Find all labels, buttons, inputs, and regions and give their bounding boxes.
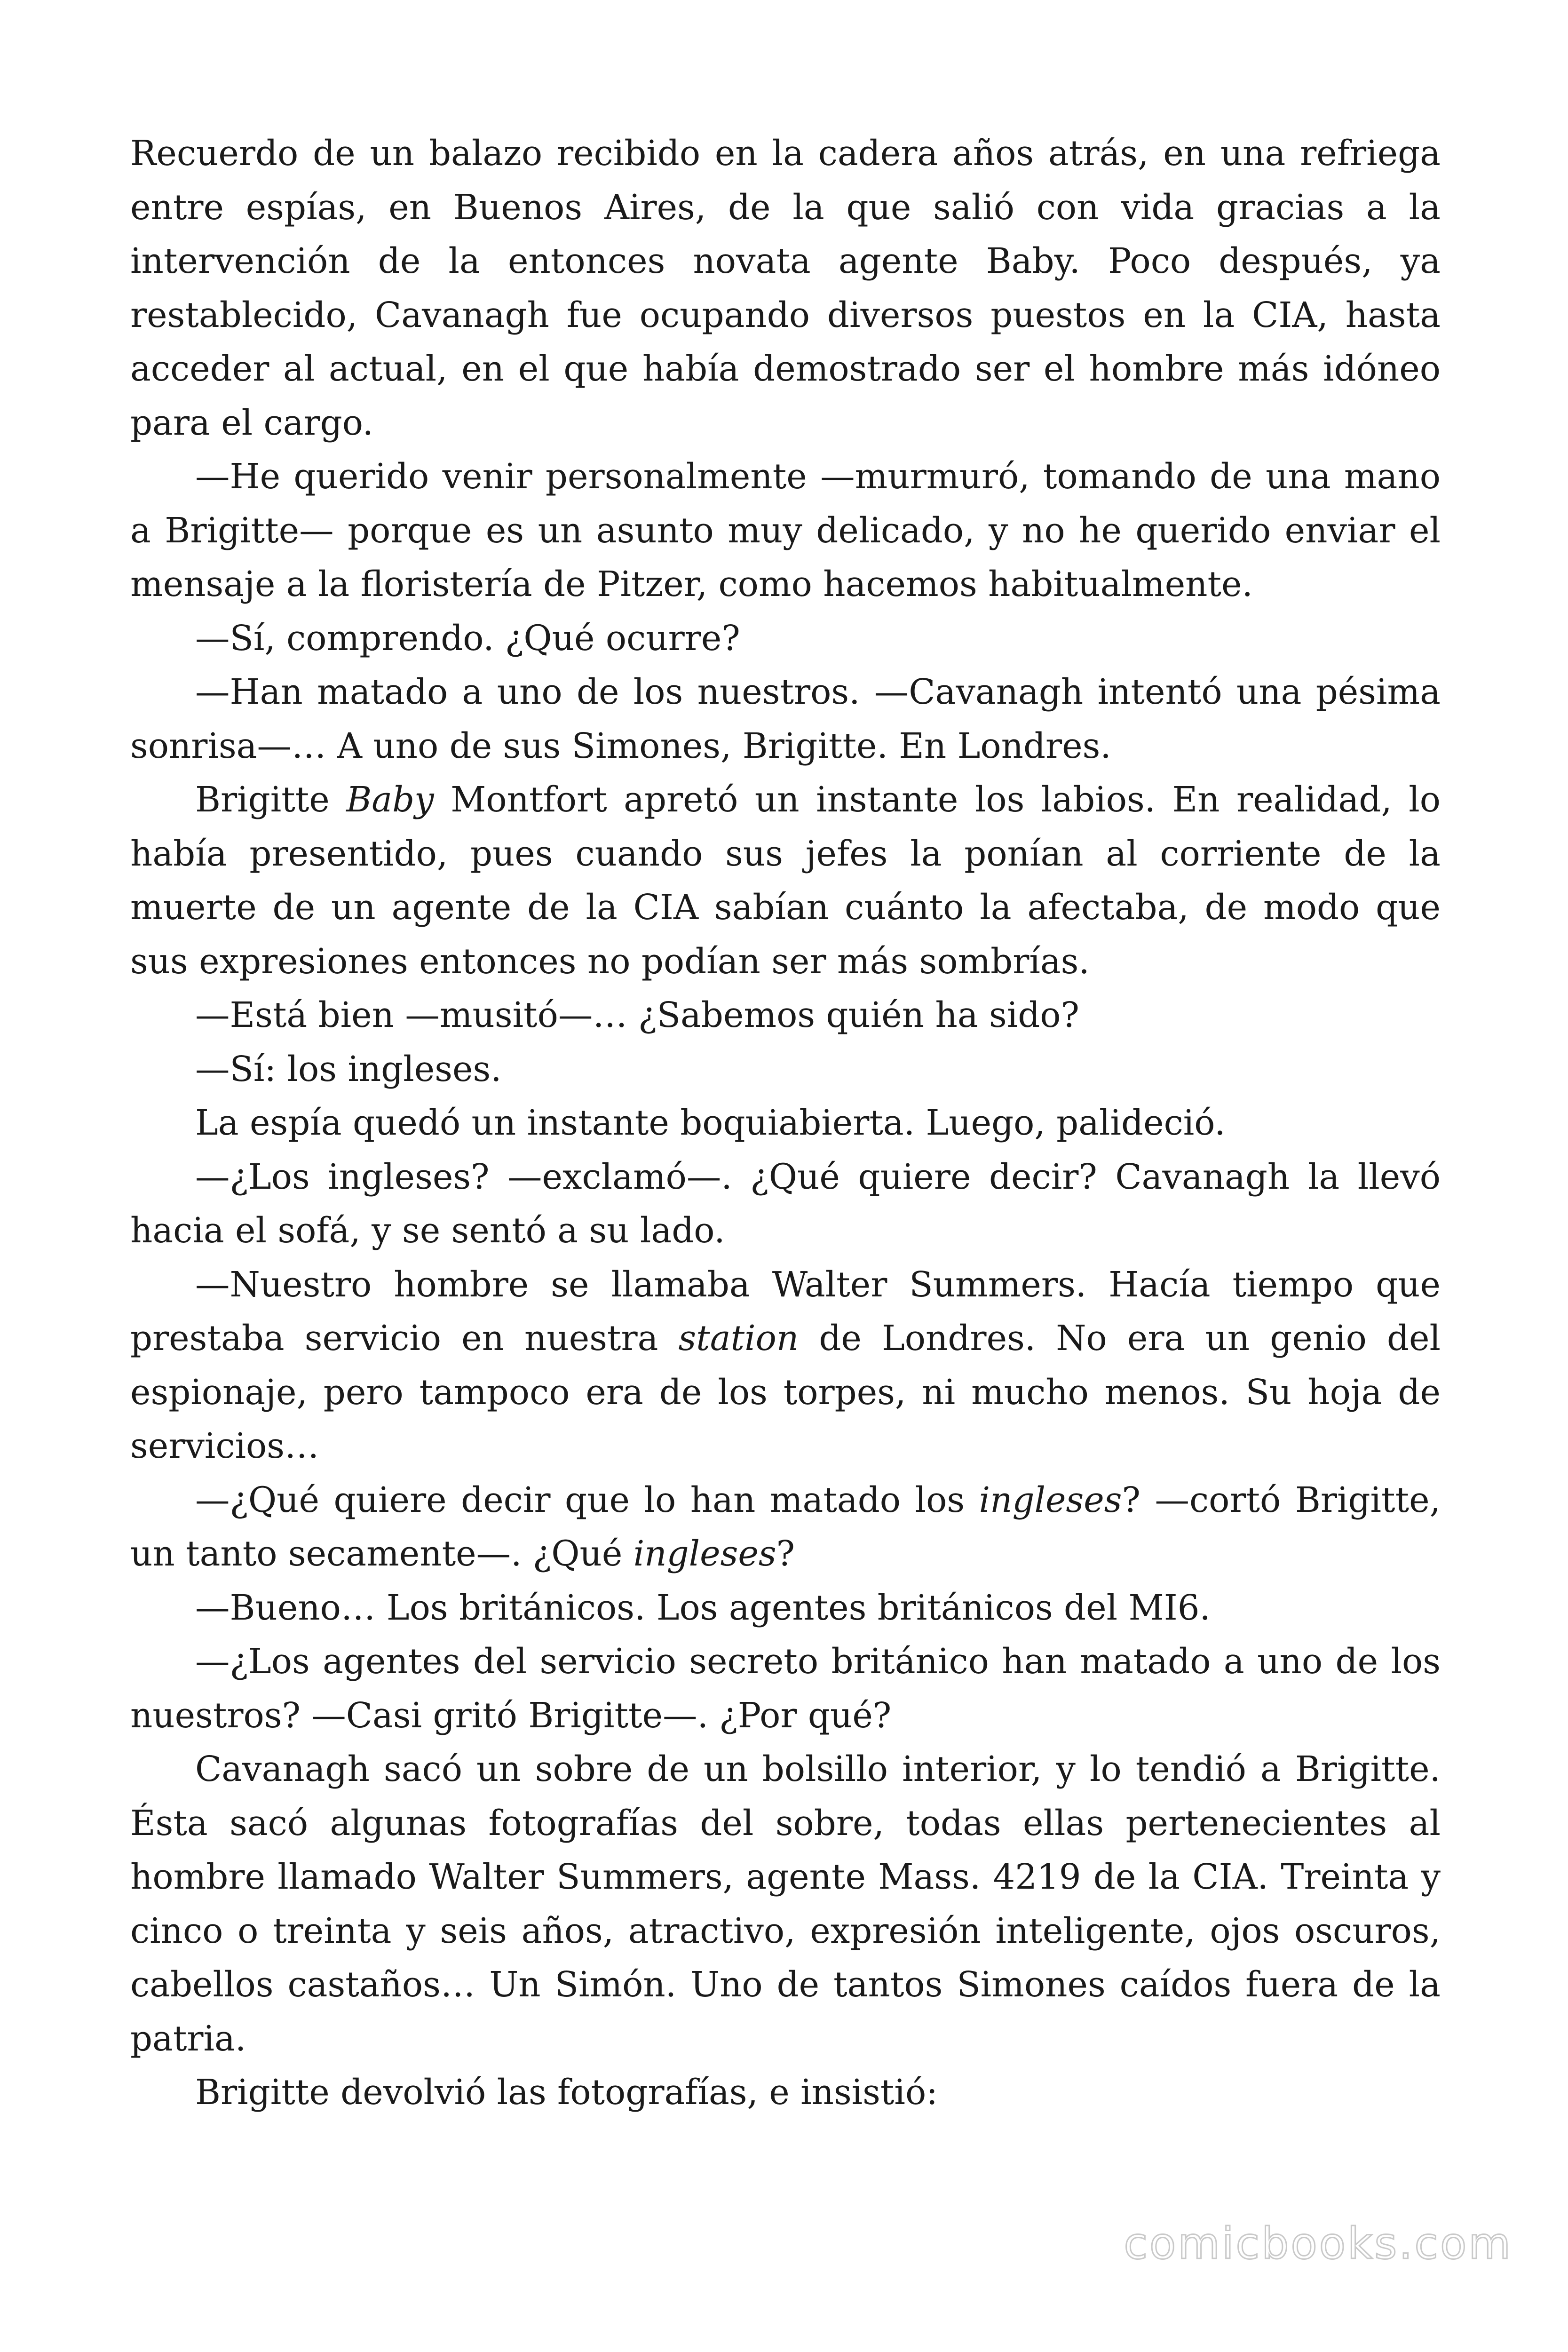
italic-text: station [678, 1319, 799, 1359]
watermark: comicbooks.com [1124, 2218, 1513, 2269]
text-segment: —¿Los agentes del servicio secreto británico han matado a uno de los nuestros? —Casi gritó Brigitte—. ¿Por qué? [130, 1642, 1441, 1736]
text-segment: —Sí: los ingleses. [195, 1049, 502, 1089]
text-segment: —Bueno… Los británicos. Los agentes británicos del MI6. [195, 1588, 1211, 1628]
paragraph [130, 1581, 1441, 1636]
paragraph [130, 2066, 1441, 2120]
paragraph [130, 666, 1441, 773]
paragraph [130, 1474, 1441, 1581]
paragraph [130, 1743, 1441, 2066]
italic-text: ingleses [633, 1534, 776, 1574]
italic-text: Baby [346, 780, 434, 820]
text-segment: Cavanagh sacó un sobre de un bolsillo interior, y lo tendió a Brigitte. Ésta sacó algunas fotografías del sobre, todas ellas pertenecientes al hombre llamado Walter Summers, agente Mass. 4219 de la CIA. Treinta y cinco o treinta y seis años, atractivo, expresión inteligente, ojos oscuros, cabellos castaños… Un Simón. Uno de tantos Simones caídos fuera de la patria. [130, 1749, 1441, 2059]
paragraph [130, 127, 1441, 450]
text-segment: —Sí, comprendo. ¿Qué ocurre? [195, 618, 740, 659]
text-segment: Recuerdo de un balazo recibido en la cadera años atrás, en una refriega entre espías, en Buenos Aires, de la que salió con vida gracias a la intervención de la entonces novata agente Baby. Poco después, ya restablecido, Cavanagh fue ocupando diversos puestos en la CIA, hasta acceder al actual, en el que había demostrado ser el hombre más idóneo para el cargo. [130, 134, 1441, 443]
text-segment: ? [776, 1534, 795, 1574]
text-segment: —Está bien —musitó—… ¿Sabemos quién ha sido? [195, 995, 1079, 1035]
paragraph [130, 773, 1441, 989]
text-segment: Brigitte devolvió las fotografías, e insistió: [195, 2073, 938, 2113]
italic-text: ingleses [979, 1480, 1122, 1520]
text-segment: —¿Qué quiere decir que lo han matado los [195, 1480, 979, 1520]
paragraph [130, 1151, 1441, 1258]
text-segment: Brigitte [195, 780, 347, 820]
text-segment: Montfort apretó un instante los labios. En realidad, lo había presentido, pues cuando sus jefes la ponían al corriente de la muerte de un agente de la CIA sabían cuánto la afectaba, de modo que sus expresiones entonces no podían ser más sombrías. [130, 780, 1441, 982]
paragraph [130, 1043, 1441, 1097]
text-segment: —¿Los ingleses? —exclamó—. ¿Qué quiere decir? Cavanagh la llevó hacia el sofá, y se sentó a su lado. [130, 1157, 1441, 1251]
book-page-text [130, 127, 1441, 2120]
paragraph [130, 1097, 1441, 1151]
text-segment: —He querido venir personalmente —murmuró, tomando de una mano a Brigitte— porque es un asunto muy delicado, y no he querido enviar el mensaje a la floristería de Pitzer, como hacemos habitualmente. [130, 457, 1441, 604]
paragraph [130, 450, 1441, 612]
paragraph [130, 612, 1441, 666]
text-segment: —Nuestro hombre se llamaba Walter Summers. Hacía tiempo que prestaba servicio en nuestra [130, 1264, 1441, 1359]
text-segment: La espía quedó un instante boquiabierta. Luego, palideció. [195, 1103, 1226, 1143]
text-segment: de Londres. No era un genio del espionaje, pero tampoco era de los torpes, ni mucho menos. Su hoja de servicios… [130, 1319, 1441, 1466]
paragraph [130, 1635, 1441, 1743]
text-segment: —Han matado a uno de los nuestros. —Cavanagh intentó una pésima sonrisa—… A uno de sus Simones, Brigitte. En Londres. [130, 672, 1441, 766]
text-segment: ? —cortó Brigitte, un tanto secamente—. ¿Qué [130, 1480, 1441, 1574]
paragraph [130, 1258, 1441, 1474]
paragraph [130, 989, 1441, 1043]
